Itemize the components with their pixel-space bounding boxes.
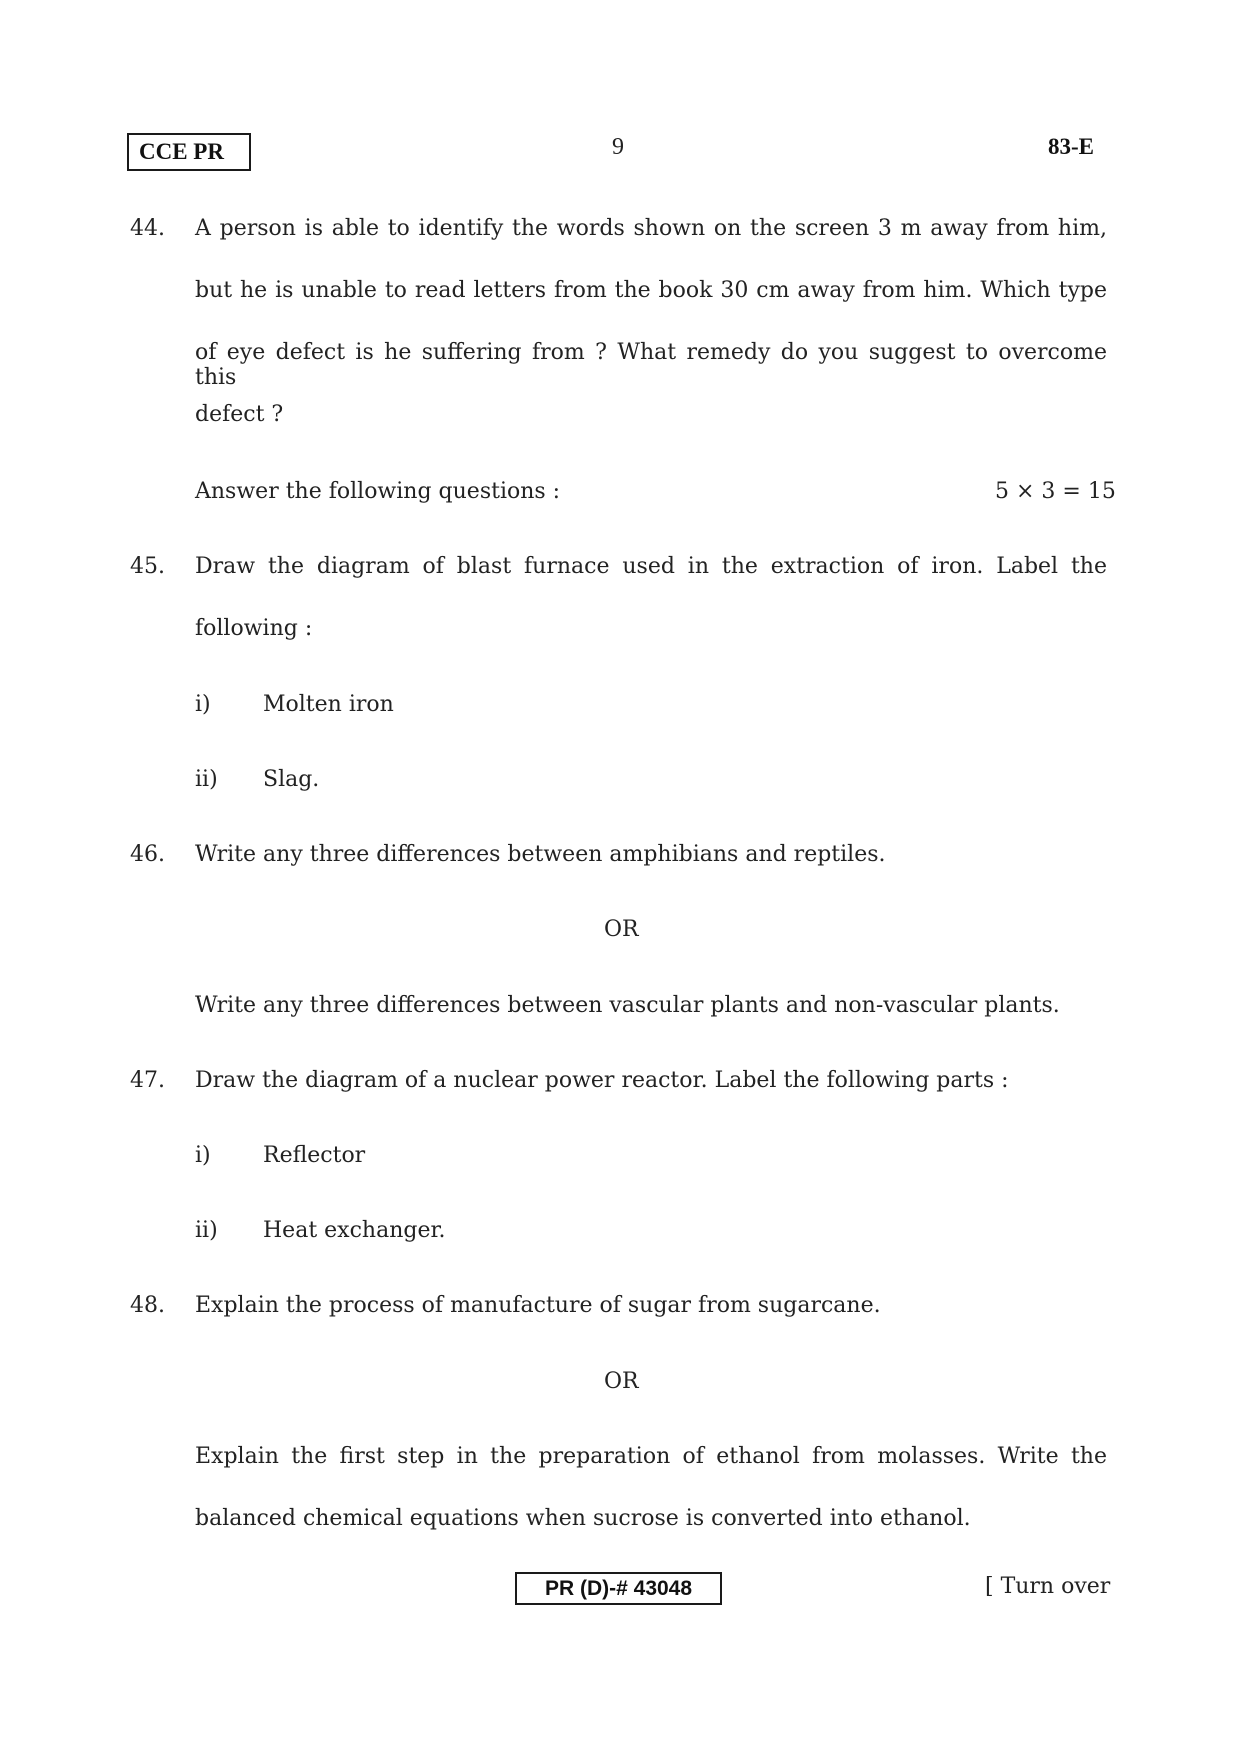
question-45-item-1-text: Molten iron	[263, 692, 394, 717]
question-44-line-3: of eye defect is he suffering from ? What remedy do you suggest to overcome this	[195, 340, 1107, 390]
question-47-item-1-text: Reflector	[263, 1143, 366, 1168]
question-48-or: OR	[604, 1369, 639, 1394]
section-marks: 5 × 3 = 15	[995, 479, 1116, 504]
question-45-item-2-number: ii)	[195, 767, 218, 792]
page-number: 9	[612, 134, 624, 160]
question-number-48: 48.	[130, 1293, 165, 1318]
question-number-47: 47.	[130, 1068, 165, 1093]
question-46-text: Write any three differences between amphibians and reptiles.	[195, 842, 886, 867]
question-45-item-1-number: i)	[195, 692, 211, 717]
question-number-44: 44.	[130, 216, 165, 241]
turn-over-note: [ Turn over	[985, 1574, 1111, 1599]
question-44-line-2: but he is unable to read letters from the book 30 cm away from him. Which type	[195, 278, 1107, 303]
question-47-item-2-text: Heat exchanger.	[263, 1218, 446, 1243]
question-48-alt-line-1: Explain the first step in the preparation of ethanol from molasses. Write the	[195, 1444, 1107, 1469]
question-48-alt-line-2: balanced chemical equations when sucrose is converted into ethanol.	[195, 1506, 971, 1531]
question-47-item-2-number: ii)	[195, 1218, 218, 1243]
paper-code: 83-E	[1048, 134, 1094, 159]
header-code-box: CCE PR	[127, 133, 251, 171]
question-45-line-1: Draw the diagram of blast furnace used in the extraction of iron. Label the	[195, 554, 1107, 579]
question-48-text: Explain the process of manufacture of sugar from sugarcane.	[195, 1293, 881, 1318]
question-47-text: Draw the diagram of a nuclear power reactor. Label the following parts :	[195, 1068, 1009, 1093]
question-44-line-1: A person is able to identify the words shown on the screen 3 m away from him,	[195, 216, 1107, 241]
question-45-line-2: following :	[195, 616, 313, 641]
question-number-45: 45.	[130, 554, 165, 579]
section-instruction: Answer the following questions :	[195, 479, 561, 504]
question-number-46: 46.	[130, 842, 165, 867]
question-44-line-4: defect ?	[195, 402, 284, 427]
question-45-item-2-text: Slag.	[263, 767, 320, 792]
question-47-item-1-number: i)	[195, 1143, 211, 1168]
question-46-alt-text: Write any three differences between vascular plants and non-vascular plants.	[195, 993, 1060, 1018]
footer-code-box: PR (D)-# 43048	[515, 1572, 722, 1605]
question-46-or: OR	[604, 917, 639, 942]
